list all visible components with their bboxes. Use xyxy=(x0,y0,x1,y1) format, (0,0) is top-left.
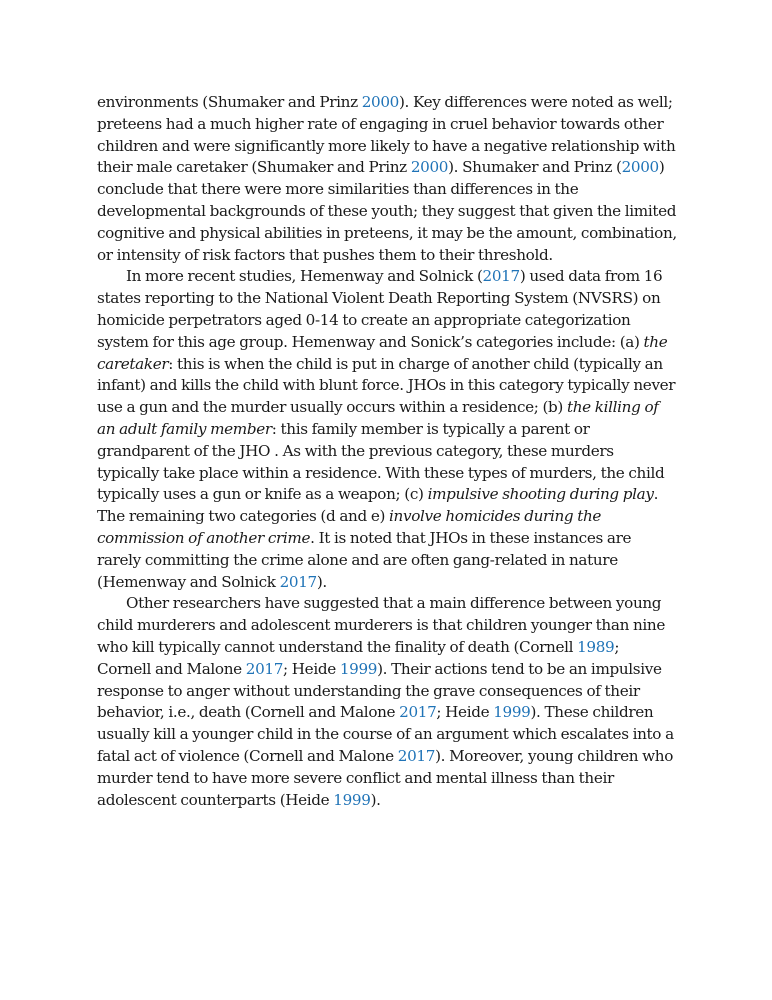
italic-text: the caretaker xyxy=(97,332,668,373)
body-text: ; Heide xyxy=(283,659,340,678)
body-text: ). xyxy=(370,790,381,809)
body-text: ). xyxy=(316,572,327,591)
body-text: ). Moreover, young children who murder tend to have more severe conflict and mental illness than their adolescent counterparts (Heide xyxy=(97,746,674,809)
citation-link[interactable]: 2000 xyxy=(410,158,449,177)
citation-link[interactable]: 2017 xyxy=(482,267,520,286)
paragraph-3 xyxy=(97,593,677,811)
body-text: . It is noted that JHOs in these instances are rarely committing the crime alone and are often gang-related in nature (Hemenway and Solnick xyxy=(97,528,632,591)
paragraph-2 xyxy=(97,266,677,593)
citation-link[interactable]: 2017 xyxy=(399,703,437,722)
citation-link[interactable]: 1999 xyxy=(493,703,531,722)
paragraph-1 xyxy=(97,92,677,266)
citation-link[interactable]: 2017 xyxy=(245,659,284,678)
body-text: . The remaining two categories (d and e) xyxy=(97,485,659,526)
body-text: ). Their actions tend to be an impulsive response to anger without understanding the grave consequences of their behavior, i.e., death (Cornell and Malone xyxy=(97,659,662,722)
italic-text: involve homicides during the commission of another crime xyxy=(97,507,602,547)
citation-link[interactable]: 2000 xyxy=(621,158,659,177)
body-text: : this family member is typically a parent or grandparent of the JHO . As with the previous category, these murders typically take place within a residence. With these types of murders, the child typically uses a gun or knife as a weapon; (c) xyxy=(97,419,665,504)
citation-link[interactable]: 1999 xyxy=(339,659,378,678)
body-text: ; Cornell and Malone xyxy=(97,637,620,678)
body-text: : this is when the child is put in charge of another child (typically an infant) and kills the child with blunt force. JHOs in this category typically never use a gun and the murder usually occurs within a residence; (b) xyxy=(97,354,676,417)
citation-link[interactable]: 2000 xyxy=(361,93,399,111)
italic-text: impulsive shooting during play xyxy=(427,485,654,504)
citation-link[interactable]: 1999 xyxy=(333,790,371,809)
body-text: In more recent studies, Hemenway and Solnick ( xyxy=(126,267,483,286)
body-text: ) used data from 16 states reporting to the National Violent Death Reporting System (NVSRS) on homicide perpetrators aged 0-14 to create an appropriate categorization system for this age group. Hemenway and Sonick’s categories include: (a) xyxy=(97,267,663,351)
body-text: ; Heide xyxy=(436,703,494,722)
body-text: ). Key differences were noted as well; preteens had a much higher rate of engaging in cruel behavior towards other children and were significantly more likely to have a negative relationship with their male caretaker (Shumaker and Prinz xyxy=(97,93,676,177)
document-page xyxy=(97,92,677,811)
citation-link[interactable]: 2017 xyxy=(279,572,317,591)
body-text: Other researchers have suggested that a main difference between young child murderers and adolescent murderers is that children younger than nine who kill typically cannot understand the finality of death (Cornell xyxy=(97,594,665,656)
citation-link[interactable]: 2017 xyxy=(397,746,436,765)
body-text: ) conclude that there were more similarities than differences in the developmental backgrounds of these youth; they suggest that given the limited cognitive and physical abilities in preteens, it may be the amount, combination, or intensity of risk factors that pushes them to their threshold. xyxy=(97,158,677,264)
italic-text: the killing of an adult family member xyxy=(97,398,659,438)
body-text: environments (Shumaker and Prinz xyxy=(97,93,362,111)
body-text: ). Shumaker and Prinz ( xyxy=(448,158,622,177)
citation-link[interactable]: 1989 xyxy=(577,637,615,656)
body-text: ). These children usually kill a younger child in the course of an argument which escalates into a fatal act of violence (Cornell and Malone xyxy=(97,703,674,765)
